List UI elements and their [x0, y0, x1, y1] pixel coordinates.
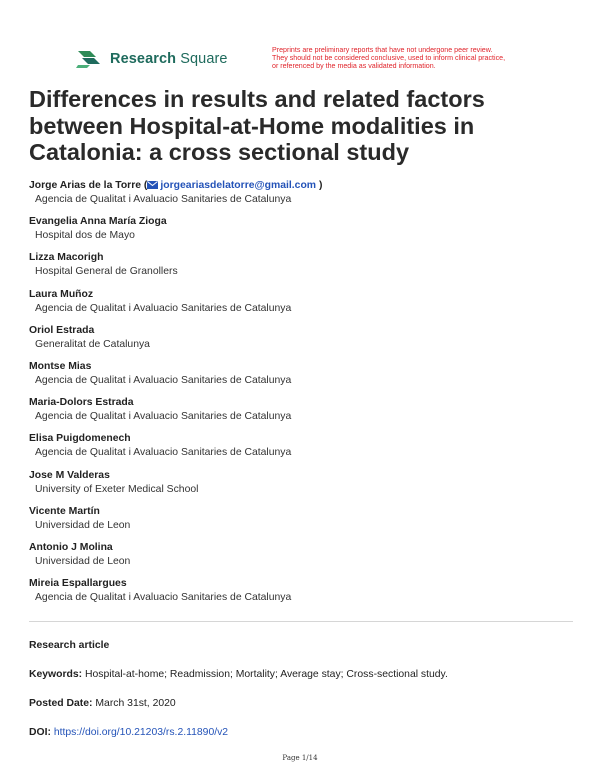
author-name: Jose M Valderas	[29, 469, 110, 481]
author-entry	[29, 541, 569, 577]
author-entry	[29, 251, 569, 287]
article-type: Research article	[29, 640, 110, 651]
author-entry	[29, 396, 569, 432]
preprint-disclaimer-line: They should not be considered conclusive, used to inform clinical practice,	[272, 54, 506, 63]
author-affiliation: Agencia de Qualitat i Avaluacio Sanitaries de Catalunya	[35, 411, 292, 423]
research-square-logo-icon	[76, 48, 102, 70]
author-affiliation: University of Exeter Medical School	[35, 483, 199, 495]
envelope-icon	[147, 180, 158, 194]
author-name: Laura Muñoz	[29, 288, 94, 300]
posted-date-value: March 31st, 2020	[95, 698, 176, 709]
author-entry	[29, 360, 569, 396]
author-list	[29, 179, 569, 613]
author-entry	[29, 215, 569, 251]
author-affiliation: Universidad de Leon	[35, 519, 131, 531]
preprint-disclaimer	[272, 46, 542, 71]
author-name: Oriol Estrada	[29, 324, 95, 336]
author-name: Vicente Martín	[29, 505, 100, 517]
header	[76, 46, 556, 76]
author-affiliation: Hospital General de Granollers	[35, 266, 178, 278]
posted-date	[29, 698, 176, 709]
author-name: Montse Mias	[29, 360, 92, 372]
email-link[interactable]: jorgeariasdelatorre@gmail.com	[160, 180, 317, 191]
author-entry	[29, 577, 569, 613]
author-name: Maria-Dolors Estrada	[29, 397, 134, 409]
author-affiliation: Agencia de Qualitat i Avaluacio Sanitaries de Catalunya	[35, 374, 292, 386]
author-entry	[29, 179, 569, 215]
posted-date-label: Posted Date:	[29, 698, 93, 709]
logo-text-accent: Square	[180, 51, 228, 67]
doi-link[interactable]: https://doi.org/10.21203/rs.2.11890/v2	[53, 727, 229, 738]
preprint-disclaimer-line: Preprints are preliminary reports that have not undergone peer review.	[272, 46, 493, 54]
keywords	[29, 669, 448, 680]
author-affiliation: Hospital dos de Mayo	[35, 230, 135, 242]
author-affiliation: Generalitat de Catalunya	[35, 338, 150, 350]
author-name: Evangelia Anna María Zioga	[29, 216, 167, 228]
author-affiliation: Agencia de Qualitat i Avaluacio Sanitaries de Catalunya	[35, 447, 292, 459]
research-square-logo[interactable]	[76, 48, 228, 70]
author-entry	[29, 469, 569, 505]
author-entry	[29, 505, 569, 541]
doi-label: DOI:	[29, 727, 51, 738]
keywords-label: Keywords:	[29, 669, 83, 680]
author-name: Jorge Arias de la Torre ( jorgeariasdelatorre@gmail.com )	[29, 179, 569, 193]
author-affiliation: Agencia de Qualitat i Avaluacio Sanitaries de Catalunya	[35, 592, 292, 604]
page-number: Page 1/14	[282, 754, 318, 762]
doi	[29, 727, 228, 738]
author-affiliation: Agencia de Qualitat i Avaluacio Sanitaries de Catalunya	[35, 302, 292, 314]
section-divider	[29, 621, 573, 622]
preprint-disclaimer-line: or referenced by the media as validated information.	[272, 62, 436, 71]
logo-text-main: Research	[110, 51, 177, 67]
author-affiliation: Agencia de Qualitat i Avaluacio Sanitaries de Catalunya	[35, 194, 292, 205]
logo-text	[110, 51, 228, 67]
author-affiliation: Universidad de Leon	[35, 555, 131, 567]
keywords-value: Hospital-at-home; Readmission; Mortality; Average stay; Cross-sectional study.	[85, 669, 448, 680]
author-entry	[29, 324, 569, 360]
author-entry	[29, 432, 569, 468]
paper-title: Differences in results and related factors between Hospital-at-Home modalities in Catalonia: a cross sectional study	[29, 86, 485, 165]
author-name: Mireia Espallargues	[29, 578, 127, 590]
author-email: ( jorgeariasdelatorre@gmail.com )	[144, 180, 323, 191]
author-name: Antonio J Molina	[29, 541, 113, 553]
author-name: Elisa Puigdomenech	[29, 433, 131, 445]
author-name: Lizza Macorigh	[29, 252, 104, 264]
author-entry	[29, 288, 569, 324]
